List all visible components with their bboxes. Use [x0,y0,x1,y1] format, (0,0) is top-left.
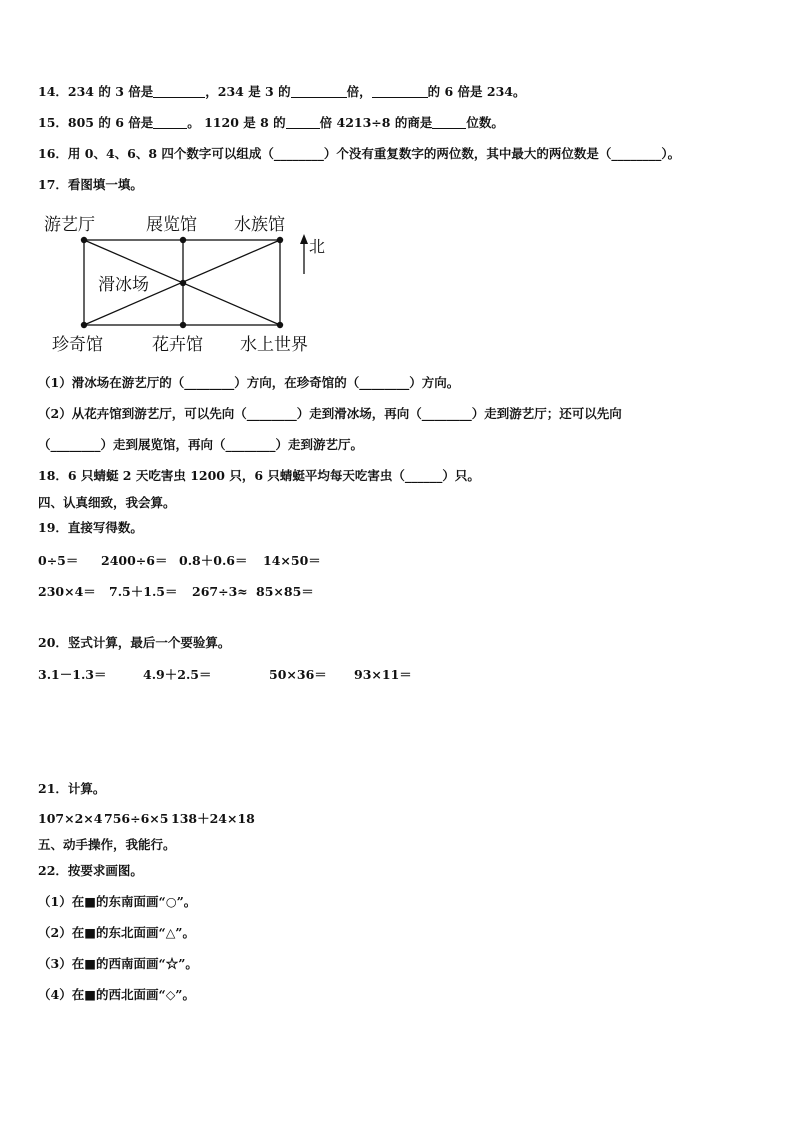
answer-blank[interactable] [372,85,428,98]
calc-item: 93×11＝ [354,667,412,682]
calc-item: 3.1－1.3＝ [38,667,107,682]
q19-row-1 [38,553,321,569]
q15-text-1: 15．805 的 6 倍是 [38,115,154,130]
label-shuizuguan: 水族馆 [234,215,285,235]
q22-item-4: （4）在■的西北面画“◇”。 [38,987,196,1002]
question-15 [38,115,504,131]
label-zhenqiguan: 珍奇馆 [52,335,103,355]
q19-row-2 [38,584,314,600]
calc-item: 0÷5＝ [38,553,79,568]
calc-item: 4.9＋2.5＝ [143,667,212,682]
answer-blank[interactable] [153,116,187,129]
section-4-heading: 四、认真细致，我会算。 [38,495,176,510]
north-arrow-head-icon [300,234,308,244]
q21-row [38,811,255,827]
answer-blank[interactable] [291,85,347,98]
q22-item-1: （1）在■的东南面画“○”。 [38,894,197,909]
calc-item: 50×36＝ [269,667,327,682]
calc-item: 0.8＋0.6＝ [179,553,248,568]
question-17-sub2b: （________）走到展览馆，再向（________）走到游艺厅。 [38,437,364,452]
label-zhanlanguan: 展览馆 [146,215,197,235]
question-17-sub2a: （2）从花卉馆到游艺厅，可以先向（________）走到滑冰场，再向（________）走到游艺厅；还可以先向 [38,406,622,421]
label-huahuiguan: 花卉馆 [152,335,203,355]
calc-item: 230×4＝ [38,584,96,599]
question-16: 16．用 0、4、6、8 四个数字可以组成（________）个没有重复数字的两位数，其中最大的两位数是（________）。 [38,146,681,161]
point-zhenqiguan [81,322,87,328]
direction-map [38,206,338,356]
question-20-title: 20．竖式计算，最后一个要验算。 [38,635,231,650]
q14-text-2: ，234 是 3 的 [205,84,291,99]
calc-item: 267÷3≈ [192,584,248,599]
calc-item: 85×85＝ [256,584,314,599]
calc-item: 2400÷6＝ [101,553,168,568]
calc-item: 756÷6×5 [104,811,169,826]
point-huahuiguan [180,322,186,328]
point-huabingchang [180,280,186,286]
label-huabingchang: 滑冰场 [98,275,149,295]
question-17-title: 17．看图填一填。 [38,177,143,192]
answer-blank[interactable] [432,116,466,129]
label-youyiting: 游艺厅 [44,215,95,235]
question-17-sub1: （1）滑冰场在游艺厅的（________）方向，在珍奇馆的（________）方向。 [38,375,460,390]
answer-blank[interactable] [153,85,205,98]
question-21-title: 21．计算。 [38,781,106,796]
calc-item: 14×50＝ [263,553,321,568]
q14-text-3: 倍， [346,84,372,99]
q15-text-4: 位数。 [466,115,504,130]
question-18: 18．6 只蜻蜓 2 天吃害虫 1200 只，6 只蜻蜓平均每天吃害虫（______）只。 [38,468,480,483]
q15-text-3: 倍 4213÷8 的商是 [319,115,433,130]
calc-item: 107×2×4 [38,811,103,826]
q15-text-2: 。 1120 是 8 的 [187,115,286,130]
calc-item: 138＋24×18 [171,811,255,826]
point-youyiting [81,237,87,243]
q20-row [38,667,412,683]
label-north: 北 [309,237,326,256]
question-19-title: 19．直接写得数。 [38,520,143,535]
label-shuishangshijie: 水上世界 [240,335,308,355]
calc-item: 7.5＋1.5＝ [109,584,178,599]
point-shuizuguan [277,237,283,243]
section-5-heading: 五、动手操作，我能行。 [38,837,176,852]
q14-text-4: 的 6 倍是 234。 [427,84,526,99]
answer-blank[interactable] [286,116,320,129]
point-shuishangshijie [277,322,283,328]
question-14 [38,84,525,100]
q22-item-2: （2）在■的东北面画“△”。 [38,925,196,940]
q14-text-1: 14．234 的 3 倍是 [38,84,154,99]
q22-item-3: （3）在■的西南面画“☆”。 [38,956,198,971]
point-zhanlanguan [180,237,186,243]
question-22-title: 22．按要求画图。 [38,863,143,878]
